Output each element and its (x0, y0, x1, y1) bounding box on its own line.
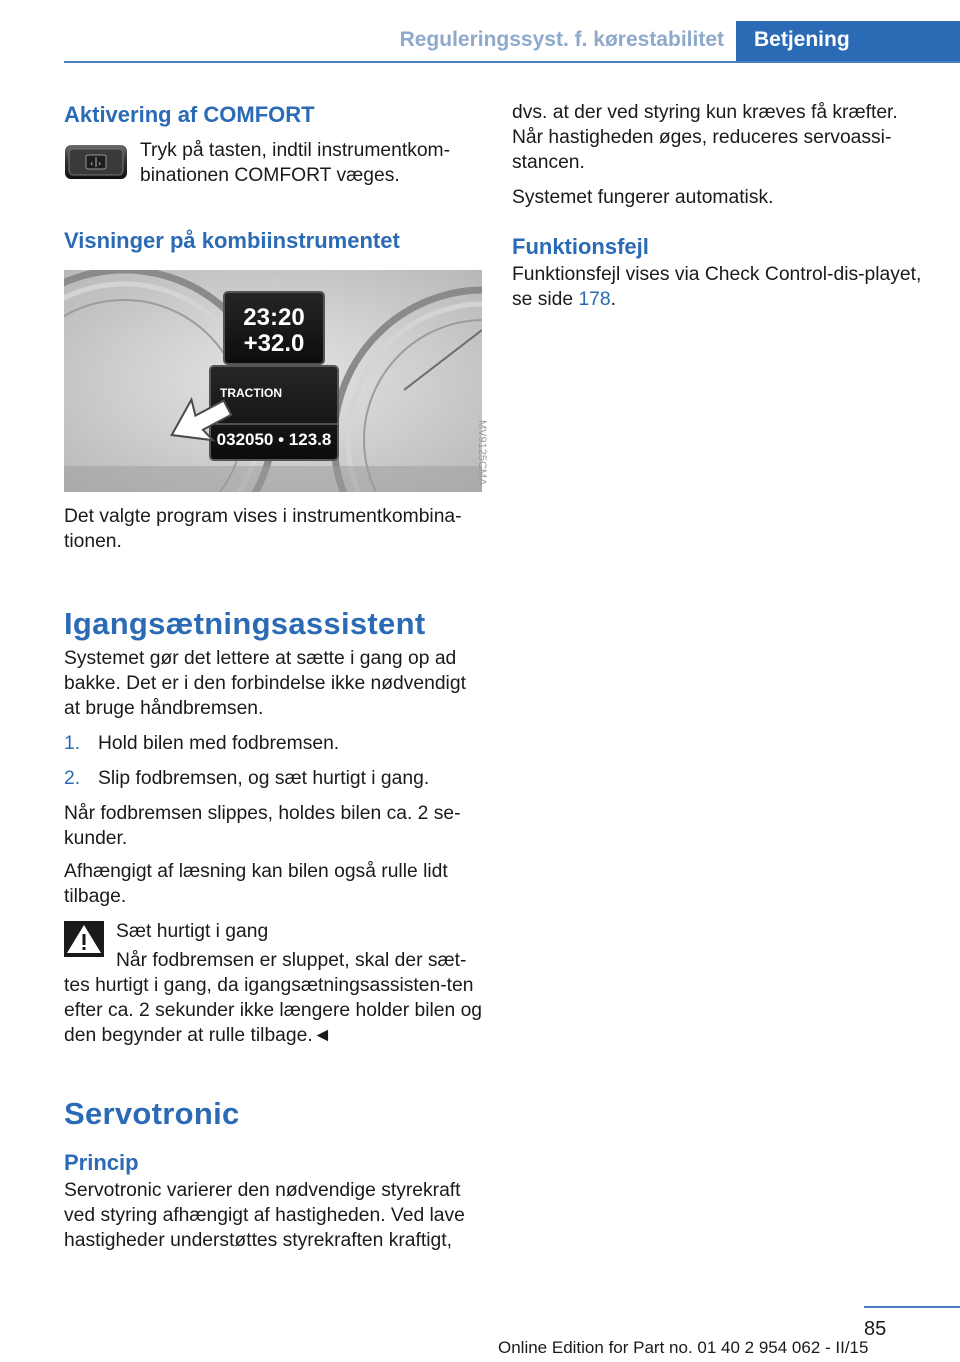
warning-triangle-icon (64, 921, 104, 957)
comfort-text: Tryk på tasten, indtil instrumentkom-binationen COMFORT væges. (140, 140, 451, 186)
cluster-odometer: 032050 • 123.8 (216, 430, 332, 449)
edition-note: Online Edition for Part no. 01 40 2 954 062 - II/15 (498, 1338, 869, 1357)
step-text: Hold bilen med fodbremsen. (98, 733, 340, 754)
fault-heading: Funktionsfejl (512, 234, 649, 259)
display-caption: Det valgte program vises i instrumentkombina-tionen. (64, 506, 462, 552)
warning-block (64, 919, 482, 1048)
fault-text-after: . (610, 289, 616, 310)
display-heading: Visninger på kombiinstrumentet (64, 228, 400, 253)
principle-heading: Princip (64, 1150, 139, 1175)
warning-text: tes hurtigt i gang, da igangsætningsassisten-ten efter ca. 2 sekunder ikke længere holder bilen og den begynder at rulle tilbage.◄ (64, 975, 483, 1046)
image-code: MV9125CMA (476, 420, 488, 486)
cluster-mode: TRACTION (220, 386, 282, 400)
cluster-temperature: +32.0 (243, 330, 305, 357)
header-rule (64, 61, 960, 63)
assist-heading: Igangsætningsassistent (64, 606, 426, 641)
warning-line-first: Når fodbremsen er sluppet, skal der sæt- (116, 950, 467, 971)
list-item (64, 766, 482, 791)
step-number: 2. (64, 768, 81, 789)
servotronic-heading: Servotronic (64, 1096, 240, 1131)
auto-text: Systemet fungerer automatisk. (512, 187, 774, 208)
steps-list (64, 731, 482, 791)
list-item (64, 731, 482, 756)
comfort-instruction (64, 138, 482, 188)
release-note: Når fodbremsen slippes, holdes bilen ca. 2 se-kunder. (64, 803, 461, 849)
step-number: 1. (64, 733, 81, 754)
comfort-heading: Aktivering af COMFORT (64, 102, 315, 127)
assist-intro: Systemet gør det lettere at sætte i gang op ad bakke. Det er i den forbindelse ikke nødvendigt at bruge håndbremsen. (64, 648, 466, 719)
load-note: Afhængigt af læsning kan bilen også rulle lidt tilbage. (64, 861, 448, 907)
chapter-tab[interactable]: Betjening (736, 21, 960, 63)
page-number: 85 (864, 1318, 887, 1340)
svg-text:‹: ‹ (90, 159, 94, 168)
fault-text (512, 262, 922, 312)
cluster-time: 23:20 (243, 304, 305, 331)
fault-text-before: Funktionsfejl vises via Check Control-dis-playet, se side (512, 264, 922, 310)
instrument-cluster-photo (64, 270, 488, 492)
left-column (64, 100, 488, 1253)
running-header-section: Reguleringssyst. f. kørestabilitet (399, 28, 724, 51)
step-text: Slip fodbremsen, og sæt hurtigt i gang. (98, 768, 430, 789)
footer-rule (864, 1306, 960, 1308)
right-column (512, 100, 922, 312)
comfort-button-icon (64, 142, 128, 182)
principle-text: Servotronic varierer den nødvendige styrekraft ved styring afhængigt af hastigheden. Ved lave hastigheder understøttes styrekraften kraftigt, (64, 1180, 465, 1251)
page-reference-link[interactable]: 178 (578, 289, 611, 310)
svg-text:›: › (98, 159, 102, 168)
servo-continued-text: dvs. at der ved styring kun kræves få kræfter. Når hastigheden øges, reduceres servoassi-stancen. (512, 102, 898, 173)
warning-title: Sæt hurtigt i gang (116, 921, 269, 942)
